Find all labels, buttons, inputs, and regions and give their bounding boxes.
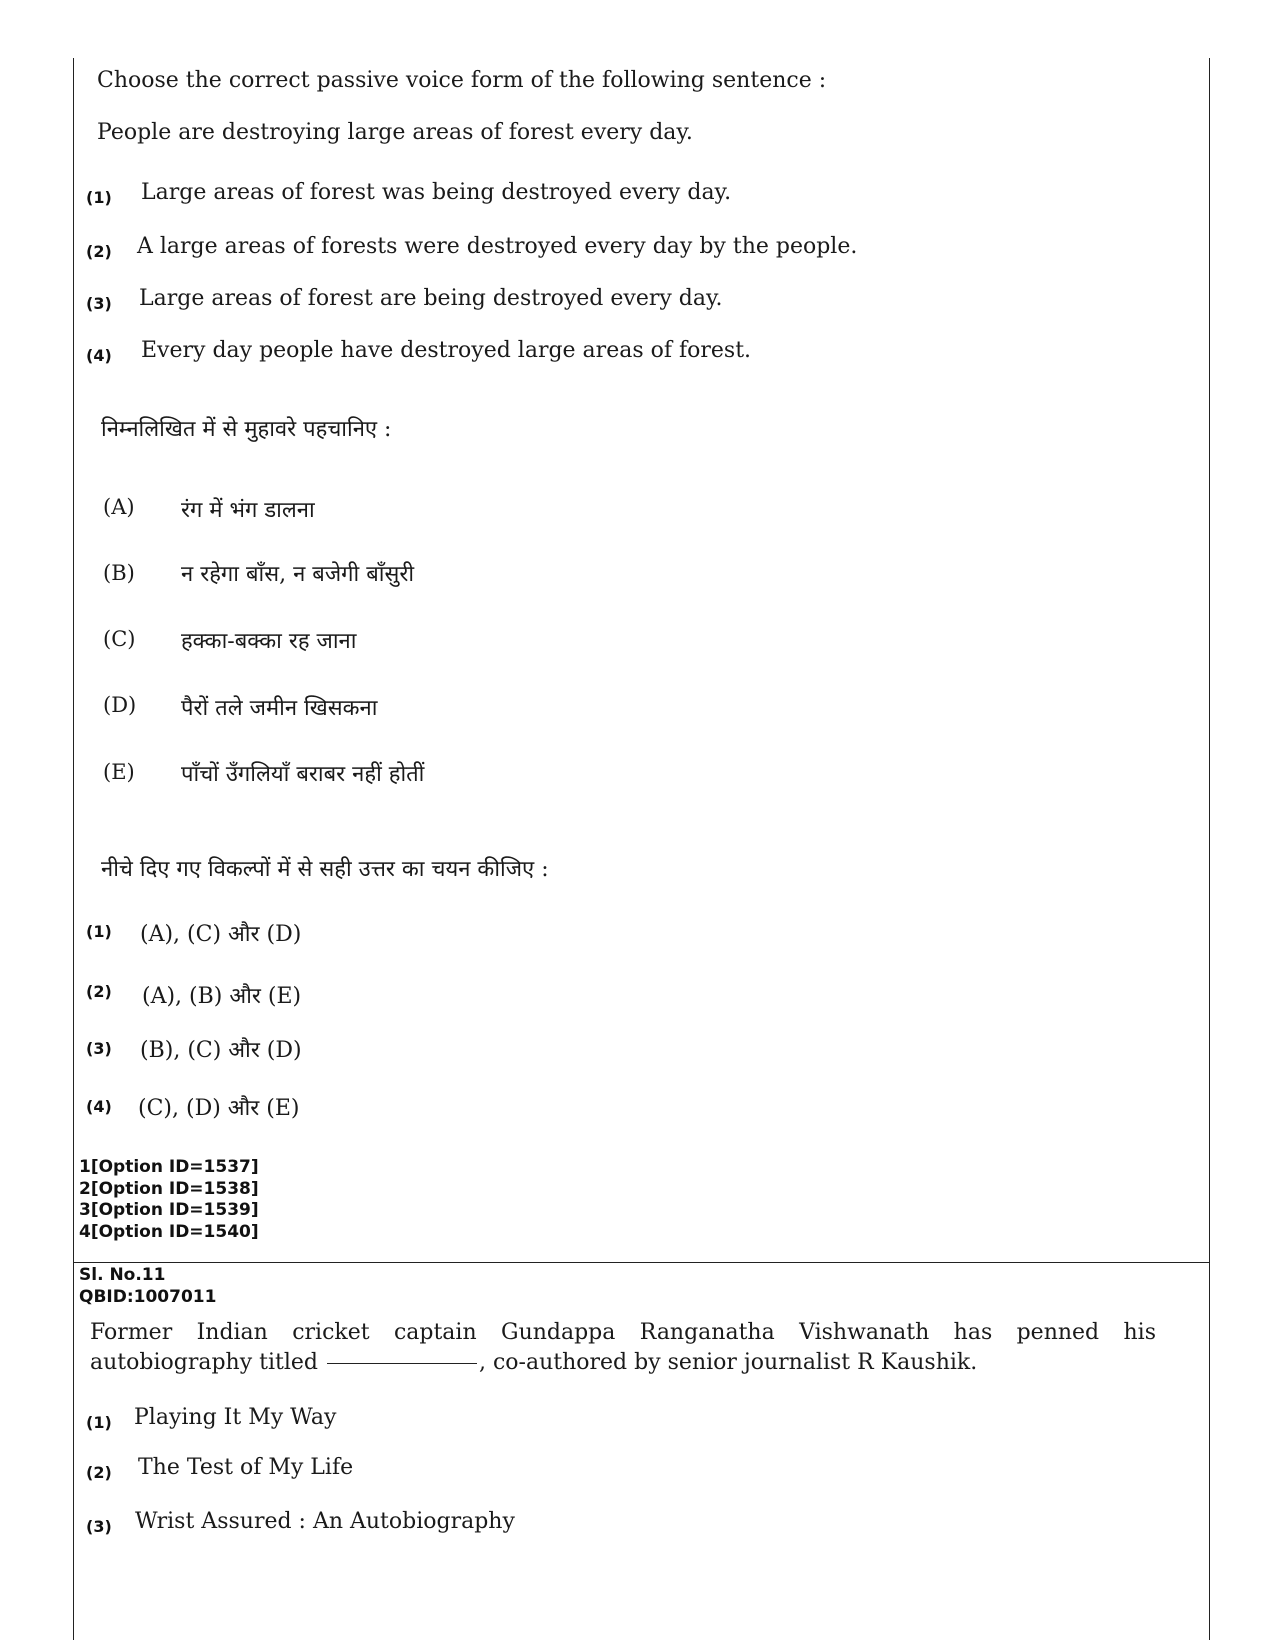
option-text: (A), (C) और (D) (140, 922, 302, 947)
option-text: Large areas of forest was being destroyed every day. (141, 180, 732, 205)
item-label: (E) (103, 760, 135, 784)
item-label: (B) (103, 561, 135, 585)
option-number: (2) (86, 1463, 112, 1482)
option-number: (2) (86, 982, 112, 1001)
question-meta (79, 1265, 216, 1308)
option-id: 2[Option ID=1538] (79, 1178, 259, 1199)
left-border-line (73, 58, 74, 1640)
option-number: (1) (86, 188, 112, 207)
item-label: (D) (103, 693, 137, 717)
option-text: (C), (D) और (E) (138, 1096, 300, 1121)
serial-number: Sl. No.11 (79, 1265, 166, 1285)
hindi-choose-instruction: नीचे दिए गए विकल्पों में से सही उत्तर का चयन कीजिए : (101, 857, 549, 882)
question-text (90, 1318, 1156, 1378)
right-border-line (1209, 58, 1210, 1640)
option-text: (B), (C) और (D) (140, 1038, 302, 1063)
option-number: (4) (86, 346, 112, 365)
qbid: QBID:1007011 (79, 1286, 217, 1307)
item-text: हक्का-बक्का रह जाना (181, 629, 357, 654)
option-id-list (79, 1157, 259, 1243)
item-text: न रहेगा बाँस, न बजेगी बाँसुरी (181, 562, 415, 587)
question-instruction: Choose the correct passive voice form of the following sentence : (97, 68, 827, 93)
option-number: (2) (86, 242, 112, 261)
question-separator-line (73, 1262, 1210, 1263)
option-id: 1[Option ID=1537] (79, 1157, 259, 1177)
option-number: (4) (86, 1097, 112, 1116)
option-number: (1) (86, 922, 112, 941)
item-label: (A) (103, 495, 135, 519)
answer-blank (327, 1363, 477, 1364)
item-label: (C) (103, 627, 136, 651)
option-text: Large areas of forest are being destroyed every day. (139, 286, 723, 311)
option-number: (3) (86, 294, 112, 313)
item-text: पाँचों उँगलियाँ बराबर नहीं होतीं (181, 762, 425, 787)
option-text: Playing It My Way (134, 1405, 337, 1430)
question-sentence: People are destroying large areas of forest every day. (97, 120, 693, 145)
hindi-question-prompt: निम्नलिखित में से मुहावरे पहचानिए : (101, 417, 392, 442)
option-id: 3[Option ID=1539] (79, 1200, 259, 1220)
option-text: (A), (B) और (E) (142, 984, 302, 1009)
question-text-after: , co-authored by senior journalist R Kaushik. (478, 1350, 978, 1375)
option-number: (3) (86, 1039, 112, 1058)
option-text: Every day people have destroyed large areas of forest. (141, 338, 752, 363)
question-text-before: Former Indian cricket captain Gundappa Ranganatha Vishwanath has penned his autobiography titled (90, 1320, 1156, 1375)
option-text: Wrist Assured : An Autobiography (135, 1509, 515, 1534)
item-text: रंग में भंग डालना (181, 498, 315, 523)
option-text: The Test of My Life (138, 1455, 354, 1480)
option-number: (3) (86, 1517, 112, 1536)
option-number: (1) (86, 1413, 112, 1432)
option-text: A large areas of forests were destroyed every day by the people. (137, 234, 858, 259)
item-text: पैरों तले जमीन खिसकना (181, 696, 378, 721)
option-id: 4[Option ID=1540] (79, 1221, 259, 1242)
